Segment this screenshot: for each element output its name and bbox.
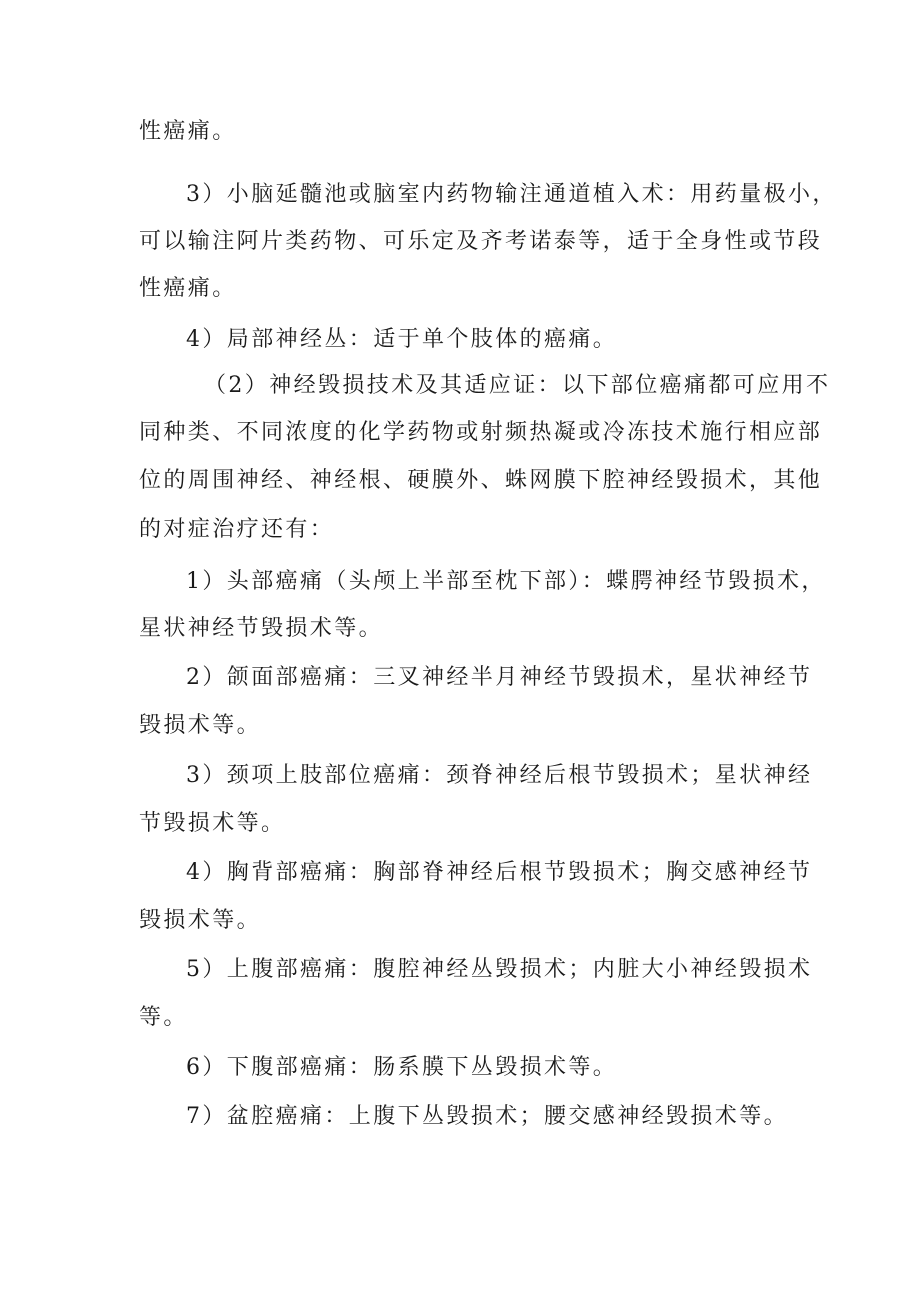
text-line-10: 1）头部癌痛（头颅上半部至枕下部）：蝶腭神经节毁损术，: [186, 569, 826, 594]
text-line-12: 2）颌面部癌痛：三叉神经半月神经节毁损术，星状神经节: [186, 665, 813, 690]
text-line-5: 4）局部神经丛：适于单个肢体的癌痛。: [186, 327, 618, 352]
text-line-7: 同种类、不同浓度的化学药物或射频热凝或冷冻技术施行相应部: [139, 420, 823, 445]
text-line-8: 位的周围神经、神经根、硬膜外、蛛网膜下腔神经毁损术，其他: [139, 468, 823, 493]
text-line-4: 性癌痛。: [139, 276, 237, 301]
text-line-20: 6）下腹部癌痛：肠系膜下丛毁损术等。: [186, 1055, 618, 1080]
text-line-17: 毁损术等。: [139, 908, 262, 933]
text-line-6: （2）神经毁损技术及其适应证：以下部位癌痛都可应用不: [204, 373, 831, 398]
text-line-1: 性癌痛。: [139, 119, 237, 144]
text-line-2: 3）小脑延髓池或脑室内药物输注通道植入术：用药量极小，: [186, 182, 837, 207]
text-line-11: 星状神经节毁损术等。: [139, 616, 384, 641]
text-line-9: 的对症治疗还有：: [139, 517, 335, 542]
text-line-18: 5）上腹部癌痛：腹腔神经丛毁损术；内脏大小神经毁损术: [186, 957, 813, 982]
text-line-13: 毁损术等。: [139, 713, 262, 738]
text-line-21: 7）盆腔癌痛：上腹下丛毁损术；腰交感神经毁损术等。: [186, 1104, 788, 1129]
text-line-15: 节毁损术等。: [139, 811, 286, 836]
text-line-19: 等。: [139, 1005, 188, 1030]
text-line-16: 4）胸背部癌痛：胸部脊神经后根节毁损术；胸交感神经节: [186, 860, 813, 885]
text-line-3: 可以输注阿片类药物、可乐定及齐考诺泰等，适于全身性或节段: [139, 229, 823, 254]
text-line-14: 3）颈项上肢部位癌痛：颈脊神经后根节毁损术；星状神经: [186, 763, 813, 788]
